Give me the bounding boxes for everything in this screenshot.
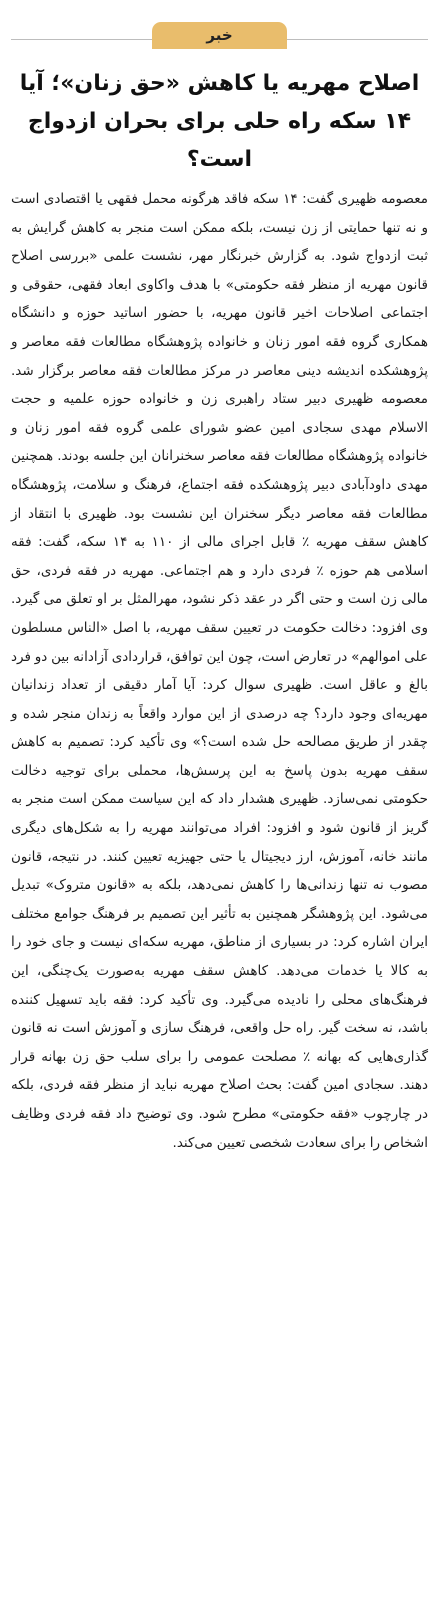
section-kicker-tab: خبر: [152, 22, 287, 49]
section-header: [11, 0, 428, 55]
article-headline: اصلاح مهریه یا کاهش «حق زنان»؛ آیا ۱۴ سکه راه حلی برای بحران ازدواج است؟: [19, 71, 420, 172]
article-body-text: معصومه ظهیری گفت: ۱۴ سکه فاقد هرگونه محمل فقهی یا اقتصادی است و نه تنها حمایتی از زن نیست، بلکه ممکن است منجر به کاهش گرایش به ثبت ازدواج شود. به گزارش خبرنگار مهر، نشست علمی «بررسی اصلاح قانون مهریه از منظر فقه حکومتی» با هدف واکاوی ابعاد فقهی، حقوقی و اجتماعی اصلاحات اخیر قانون مهریه، با حضور اساتید حوزه و دانشگاه همکاری گروه فقه امور زنان و خانواده پژوهشگاه مطالعات فقه معاصر و پژوهشکده اندیشه دینی معاصر در مرکز مطالعات فقه معاصر برگزار شد. معصومه ظهیری دبیر ستاد راهبری زن و خانواده حوزه علمیه و حجت الاسلام مهدی سجادی امین عضو شورای علمی گروه فقه امور زنان و خانواده پژوهشگاه مطالعات فقه معاصر سخنرانان این جلسه بودند. همچنین مهدی داودآبادی دبیر پژوهشکده فقه اجتماع، فرهنگ و سلامت، پژوهشگاه مطالعات فقه معاصر دیگر سخنران این نشست بود. ظهیری با انتقاد از کاهش سقف مهریه ٪ قابل اجرای مالی از ۱۱۰ به ۱۴ سکه، گفت: فقه اسلامی هم حوزه ٪ فردی دارد و هم اجتماعی. مهریه در فقه فردی، حق مالی زن است و حتی اگر در عقد ذکر نشود، مهرالمثل بر او تعلق می گیرد. وی افزود: دخالت حکومت در تعیین سقف مهریه، با اصل «الناس مسلطون علی اموالهم» در تعارض است، چون این توافق، قراردادی آزادانه بین دو فرد بالغ و عاقل است. ظهیری سوال کرد: آیا آمار دقیقی از تعداد زندانیان مهریه‌ای وجود دارد؟ چه درصدی از این موارد واقعاً به زندان منجر شده و چقدر از طریق مصالحه حل شده است؟» وی تأکید کرد: تصمیم به کاهش سقف مهریه بدون پاسخ به این پرسش‌ها، محملی برای توجیه دخالت حکومتی نمی‌سازد. ظهیری هشدار داد که این سیاست ممکن است منجر به گریز از قانون شود و افزود: افراد می‌توانند مهریه را به شکل‌های دیگری مانند خانه، آموزش، ارز دیجیتال یا حتی جهیزیه تعیین کنند. در نتیجه، قانون مصوب نه تنها زندانی‌ها را کاهش نمی‌دهد، بلکه به «قانون متروک» تبدیل می‌شود. این پژوهشگر همچنین به تأثیر این تصمیم بر فرهنگ جوامع مختلف ایران اشاره کرد: در بسیاری از مناطق، مهریه سکه‌ای نیست و جای خود را به کالا یا خدمات می‌دهد. کاهش سقف مهریه به‌صورت یک‌چنگی، این فرهنگ‌های محلی را نادیده می‌گیرد. وی تأکید کرد: فقه باید تسهیل کننده باشد، نه سخت گیر. راه حل واقعی، فرهنگ سازی و آموزش است نه قانون گذاری‌هایی که بهانه ٪ مصلحت عمومی را برای سلب حق زن بهانه قرار دهند. سجادی امین گفت: بحث اصلاح مهریه نباید از منظر فقه فردی، بلکه در چارچوب «فقه حکومتی» مطرح شود. وی توضیح داد فقه فردی وظایف اشخاص را برای سعادت شخصی تعیین می‌کند.: [11, 191, 429, 1151]
article-body-container: [11, 185, 428, 1157]
